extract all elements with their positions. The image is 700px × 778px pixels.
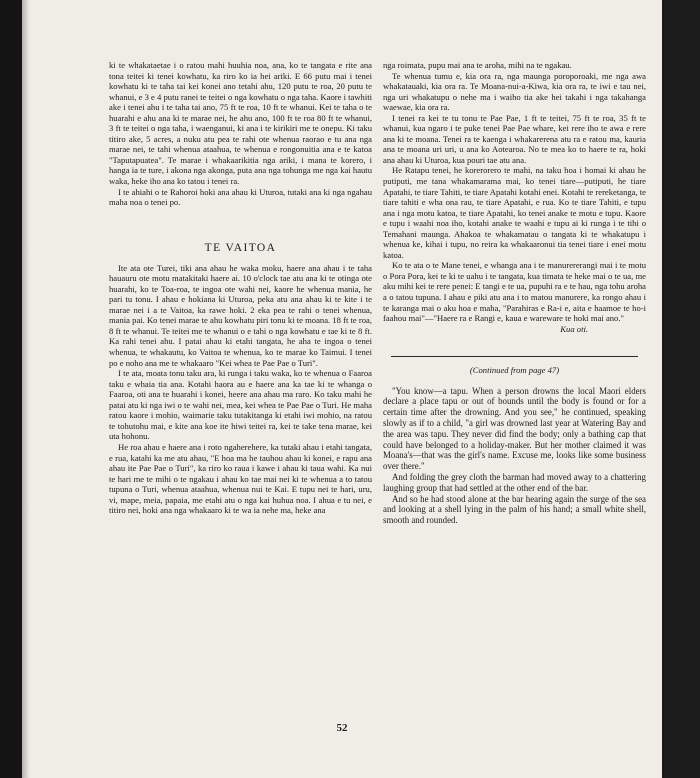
page-number: 52 — [336, 722, 348, 734]
paragraph: I te ahiahi o te Rahoroi hoki ana ahau ki Uturoa, tutaki ana ki nga ngahau maha noa o tenei po. — [109, 186, 372, 208]
paragraph: He roa ahau e haere ana i roto ngaherehere, ka tutaki ahau i etahi tangata, e rua, katahi ka me atu ahau, "E hoa ma he tauhou ahau ki konei, e rapu ana ahau ite Pae Pae o Turi", ka riro ko raua i kawe i ahau ki taua wahi. Ka nui te hari me te mihi o te ngakau i ahau ko tae mai nei ki te whenua a to tatou tupuna o Turi, whenua ataahua, whenua nui te Kai. E tupu nei te hari, uru, vi, mape, meia, papaia, me etahi atu o nga kai huhua noa. I ahua e tu nei, e titiro nei, hoki ana nga whakaaro ki te wa ia nehe ma, heke ana — [109, 441, 372, 516]
gutter-shadow — [22, 0, 30, 778]
section-heading: TE VAITOA — [204, 241, 277, 254]
paragraph: And folding the grey cloth the barman had moved away to a chattering laughing group that had settled at the other end of the bar. — [383, 472, 646, 493]
paragraph: Ite ata ote Turei, tiki ana ahau he waka moku, haere ana ahau i te taha hauauru ote motu matakitaki haere ai. 10 o'clock tae atu ana ki te otinga ote huarahi, ko te Toa-roa, te ingoa ote wahi nei, kaore he whenua mania, he pari tu tonu. I ahau e hokiana ki Uturoa, peka atu ana ahau ki te kite i te marae nei i a te Vaitoa, ka rawe hoki. 2 eka pea te rahi o tenei whenua, mania pai. Ko tenei marae te ahu kowhatu piri tonu ki te moana. 18 ft te roa, 8 ft te whanui. Te teitei me te whanui o e tahi o nga kowhatu e tae ki te 8 ft. Ka rahi tenei ahu. I patai ahau ki etahi tangata, he aha te ingoa o tenei whenua, te whakautu, ko Vaitoa te whenua, ko te marae ko Taimui. I tenei po e noho ana me te whakaaro "Kei whea te Pae Pae o Turi". — [109, 262, 372, 368]
paragraph: I tenei ra kei te tu tonu te Pae Pae, 1 ft te teitei, 75 ft te roa, 35 ft te whanui, kua ngaro i te puke tenei Pae Pae whare, kei rere iho te awa e rere ana ki te moana. Tenei ra te kaenga i whakarerena atu ra e ratou ma, kauria ana te moana uri uri, u ana ko Aotearoa. No te mea ko to haere te ra, hoki ana ahau ki Uturoa, kua pouri tae atu ana. — [383, 112, 646, 165]
paragraph: Te whenua tumu e, kia ora ra, nga maunga poroporoaki, me nga awa whakatauaki, kia ora ra. Te Moana-nui-a-Kiwa, kia ora ra, te iwi e tau nei, nga uri whakatupu o nehe ma i waiho tia ake hei takahi i nga takahanga waewae, kia ora ra. — [383, 70, 646, 113]
paragraph: I te ata, moata tonu taku ara, ki runga i taku waka, ko te whenua o Faaroa taku e whaia tia ana. Kotahi haora au e haere ana ka tae ki te whanga o Faaroa, oti ana te huarahi i konei, heere ana ahau ma raro. Ko taku mahi he patai atu ki nga iwi o te wahi nei, mea, kei whea te Pae Pae o Turi. He maha ratou kaore i mohio, waimarie taku tutakitanga ki etahi iwi mohio, na ratou te tohutohu mai, e kite ana koe ite hiwi teitei ra, kei te take tena marae, kei uta hohonu. — [109, 368, 372, 442]
paragraph: And so he had stood alone at the bar hearing again the surge of the sea and looking at a shell lying in the palm of his hand; a small white shell, smooth and rounded. — [383, 493, 646, 526]
divider — [391, 356, 638, 357]
scan-border-left — [0, 0, 22, 778]
continued-label: (Continued from page 47) — [469, 365, 560, 376]
paragraph: "You know—a tapu. When a person drowns the local Maori elders declare a place tapu or out of bounds until the body is found or for a certain time after the drowning. And you see," he continued, speaking slowly as if to a child, "a girl was drowned last year at Watering Bay and the area was tapu. They never did find the body; only a bathing cap that could have belonged to a holiday-maker. But her mother claimed it was Moana's—that was the girl's name. Excuse me, looks like some business over there." — [383, 385, 646, 472]
magazine-page — [22, 0, 662, 778]
paragraph: nga roimata, pupu mai ana te aroha, mihi na te ngakau. — [383, 60, 572, 70]
left-column — [109, 60, 372, 516]
paragraph: ki te whakataetae i o ratou mahi huuhia noa, ana, ko te tangata e rite ana tona teitei ki tenei kowhatu, ka riro ko ia hei ariki. E 66 putu mai i tenei kowhatu ki te taha tai kei konei ano tetahi ahu, 120 putu te roa, 20 putu te whanui, e 3 e 4 putu ranei te teitei o nga kowhatu o nga taha. Kaore i tawhiti ake i tenei ahu i te taha tai ano, 75 ft te roa, 10 ft te whanui. Kei te taha o te huarahi e ahu ana ki te marae nei, he ahu ano, 100 ft te roa 80 ft te whanui, 3 ft te teitei o nga taha, i waenganui, ki ana i te kirikiri me te onepu. Ki taku titiro ake, 5 acres, a nuku atu pea te rahi ote whenua raorao e tu ana nga marae nei, te tahi whenua ataahua, te whenua e rongonuitia ana e te katoa "Taputapuatea". Te marae i whakaarikitia nga ariki, i mana te korero, i hanga ia te ture, i akona nga akonga, puta ana nga tohunga me nga kai hautu waka, heke iho ana ko tatou i tenei ra. — [109, 60, 372, 187]
scan-border-right — [664, 0, 700, 778]
right-column — [383, 60, 646, 526]
article-signoff: Kua oti. — [560, 323, 588, 334]
paragraph: He Ratapu tenei, he korerorero te mahi, na taku hoa i homai ki ahau he putiputi, me tana whakamarama mai, ko tenei tiare—putiputi, he tiare Apatahi, te tiare Tahiti, te tiare Apatahi kotahi enei. Kotahi te rereketanga, te tiare tahiti e wha ona rau, te tiare Apatahi, e rua. Ko te tiare Tahiti, e tupu ana i nga motu katoa, te tiare Apatahi, ko tenei anake te motu e tupu. Kaore e tupu i waahi noa iho, kotahi anake te waahi e tupu ai ki runga i te tihi o Temahani maunga. Ahakoa te whakamatau o tangata ki te whakatupu i whenua ke, kihai i tupu, no reira ka whakaaronui tia tenei tiare i enei motu katoa. — [383, 165, 646, 260]
paragraph: Ko te ata o te Mane tenei, e whanga ana i te manurererangi mai i te motu o Pora Pora, kei te ki te uahu i te tangata, kua timata te heke mai o te ua, me aku mihi kei te rere penei: E tangi e te ua, pupuhi ra e te hau, nga tohu aroha a o tatou tupuna. I ahau e piki atu ana i to matou manurere, ka rongo ahau i te karanga mai o aku hoa e maha, "Parahiras e Ra-i e, aita e haamoe te ho-i faahou mai"—"Haere ra e Rangi e, kaua e wareware te hoki mai ano." — [383, 260, 646, 324]
